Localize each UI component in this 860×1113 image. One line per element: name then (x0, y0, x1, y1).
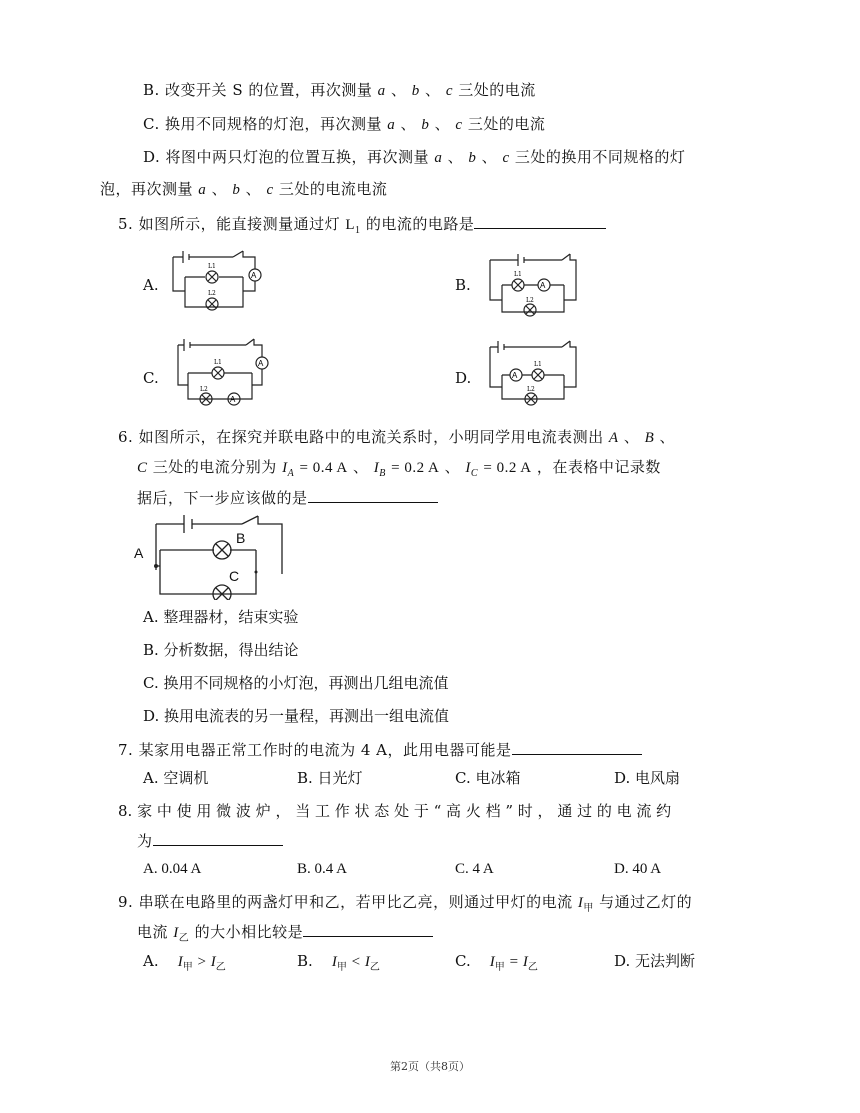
svg-text:A: A (512, 371, 518, 380)
q6-option-c: C. 换用不同规格的小灯泡，再测出几组电流值 (143, 674, 449, 692)
circuit-diagram-d (482, 337, 584, 409)
answer-blank (308, 486, 438, 503)
q9-option-a: A. $I_甲 > I_乙$ (143, 952, 226, 973)
q7-option-d: D. 电风扇 (614, 769, 681, 787)
svg-text:L2: L2 (208, 290, 216, 297)
q6-option-a: A. 整理器材，结束实验 (143, 608, 299, 626)
q5-option-c-label: C. (143, 369, 159, 387)
q5-option-d-label: D. (455, 369, 472, 387)
q9-stem-line2: 电流 $I_乙$ 的大小相比较是 (137, 920, 433, 950)
q5-option-a-label: A. (143, 276, 159, 294)
q9-stem: 9. 串联在电路里的两盏灯甲和乙，若甲比乙亮，则通过甲灯的电流 $I_甲$ 与通过乙灯的 (118, 893, 693, 914)
svg-text:L2: L2 (200, 386, 208, 393)
svg-text:L2: L2 (527, 386, 535, 393)
q6-option-b: B. 分析数据，得出结论 (143, 641, 299, 659)
figure-label-c: C (229, 568, 240, 584)
q8-option-b: B. 0.4 A (297, 861, 348, 877)
q6-stem-line3: 据后，下一步应该做的是 (137, 486, 438, 509)
q9-option-c: C. $I_甲 = I_乙$ (455, 952, 538, 973)
parallel-circuit-diagram (132, 510, 292, 600)
q4-option-c: C. 换用不同规格的灯泡，再次测量 a 、 b 、 c 三处的电流 (143, 115, 546, 133)
circuit-diagram-b (482, 250, 582, 318)
q6-stem-line1: 6. 如图所示，在探究并联电路中的电流关系时，小明同学用电流表测出 A 、 B 、 (118, 428, 676, 446)
figure-label-a: A (134, 545, 144, 561)
figure-label-b: B (236, 530, 246, 546)
q4-option-d-cont: 泡，再次测量 a 、 b 、 c 三处的电流电流 (100, 180, 388, 198)
q5-stem: 5. 如图所示，能直接测量通过灯 $L_1$ 的电流的电路是 (118, 212, 606, 242)
q7-option-c: C. 电冰箱 (455, 769, 521, 787)
svg-text:L1: L1 (514, 271, 522, 278)
q6-option-d: D. 换用电流表的另一量程，再测出一组电流值 (143, 707, 450, 725)
answer-blank (153, 829, 283, 846)
svg-text:A: A (258, 359, 264, 368)
svg-text:A: A (540, 281, 546, 290)
svg-text:A: A (230, 395, 236, 404)
circuit-diagram-a (163, 247, 265, 315)
q9-option-d: D. 无法判断 (614, 952, 696, 970)
q8-option-a: A. 0.04 A (143, 861, 202, 877)
svg-text:L1: L1 (534, 361, 542, 368)
svg-text:L2: L2 (526, 297, 534, 304)
circuit-diagram-c (170, 335, 272, 407)
svg-text:L1: L1 (214, 359, 222, 366)
q6-stem-line2: C 三处的电流分别为 $I_A = 0.4$ A 、 $I_B = 0.2$ A 、 $I_C = 0.2$ A ，在表格中记录数 (137, 458, 661, 479)
q8-option-d: D. 40 A (614, 861, 662, 877)
q8-option-c: C. 4 A (455, 861, 494, 877)
q4-option-b: B. 改变开关 S 的位置，再次测量 a 、 b 、 c 三处的电流 (143, 81, 536, 99)
answer-blank (303, 920, 433, 937)
q7-option-b: B. 日光灯 (297, 769, 363, 787)
q8-stem-line2: 为 (137, 829, 283, 852)
q7-stem: 7. 某家用电器正常工作时的电流为 4 A，此用电器可能是 (118, 738, 642, 761)
svg-text:A: A (251, 271, 257, 280)
q4-option-d: D. 将图中两只灯泡的位置互换，再次测量 a 、 b 、 c 三处的换用不同规格的灯 (143, 148, 686, 166)
q7-option-a: A. 空调机 (143, 769, 209, 787)
page-footer: 第2页（共8页） (390, 1060, 470, 1073)
q5-option-b-label: B. (455, 276, 471, 294)
answer-blank (512, 738, 642, 755)
answer-blank (474, 212, 606, 229)
svg-text:L1: L1 (208, 263, 216, 270)
q9-option-b: B. $I_甲 < I_乙$ (297, 952, 380, 973)
q8-stem: 8. 家 中 使 用 微 波 炉 ， 当 工 作 状 态 处 于 “ 高 火 档 ” 时 ， 通 过 的 电 流 约 (118, 802, 672, 820)
